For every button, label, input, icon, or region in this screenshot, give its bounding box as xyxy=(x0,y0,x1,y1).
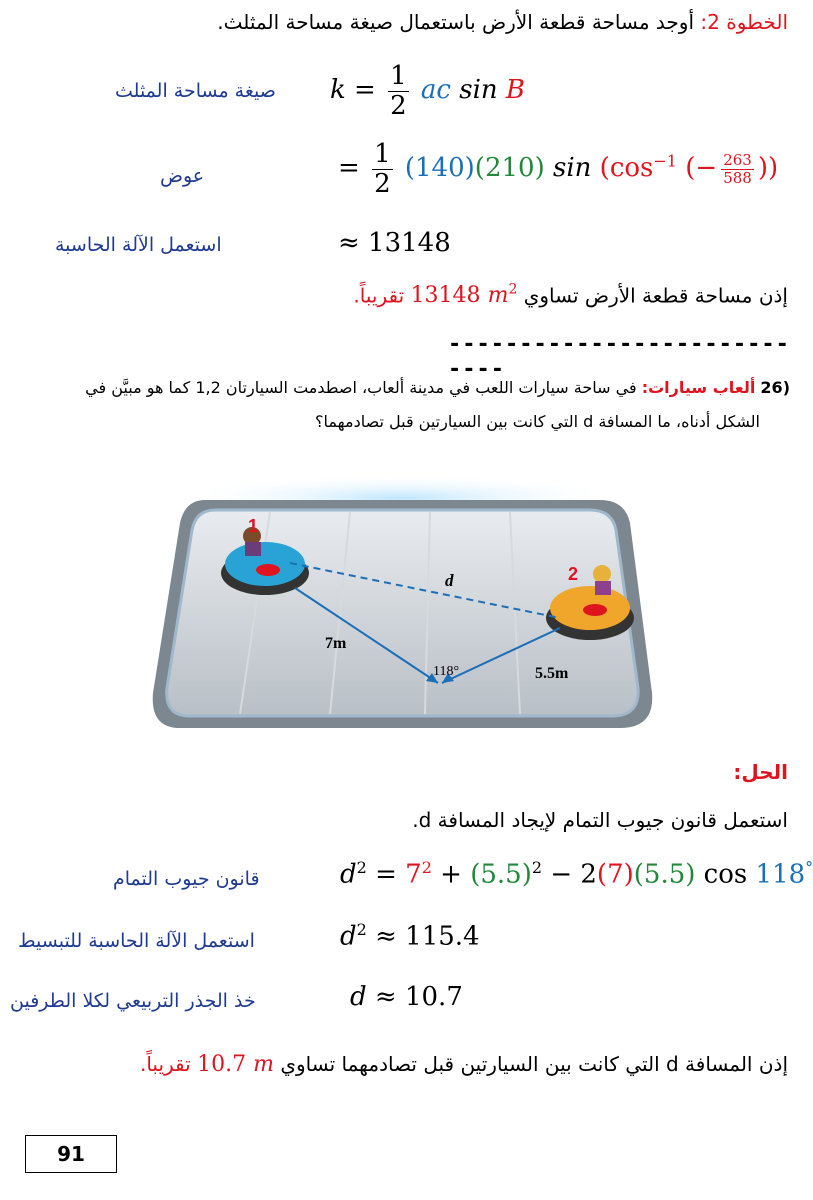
side-7m-label: 7m xyxy=(325,635,347,652)
area-formula-eq: k = $\frac{1}{2}$ ac sin B xyxy=(330,61,526,121)
page-number: 91 xyxy=(57,1142,85,1166)
page-number-box xyxy=(25,1135,117,1173)
solution-intro: استعمل قانون جيوب التمام لإيجاد المسافة d. xyxy=(412,808,788,832)
area-label-substitute: عوض xyxy=(160,165,205,187)
step2-label: الخطوة 2: xyxy=(700,10,788,34)
problem-26-line2: الشكل أدناه، ما المسافة d التي كانت بين السيارتين قبل تصادمهما؟ xyxy=(315,412,760,431)
section-divider: ---------------------------- xyxy=(448,332,790,382)
d-label: d xyxy=(445,571,454,590)
angle-label: 118° xyxy=(433,664,460,679)
sol-eq-calculator: $d^2 \approx 115.4$ xyxy=(340,920,480,952)
side-5-5m-label: 5.5m xyxy=(535,665,569,682)
sol-label-calculator: استعمل الآلة الحاسبة للتبسيط xyxy=(18,930,255,952)
solution-conclusion: إذن المسافة d التي كانت بين السيارتين قبل تصادمهما تساوي 10.7 m تقريباً. xyxy=(139,1052,788,1077)
area-label-calculator: استعمل الآلة الحاسبة xyxy=(55,234,222,256)
sol-eq-square-root: d ≈ 10.7 xyxy=(350,982,463,1012)
sol-label-law-of-cosines: قانون جيوب التمام xyxy=(113,868,260,890)
area-label-formula: صيغة مساحة المثلث xyxy=(115,80,276,102)
step2-text: أوجد مساحة قطعة الأرض باستعمال صيغة مساحة المثلث. xyxy=(217,10,695,34)
car-2-label: 2 xyxy=(568,564,579,584)
bumper-car-figure xyxy=(150,478,655,733)
area-substitute-eq: = $\frac{1}{2}$ (140)(210) $\sin (\cos^{-1}$ (− $\frac{263}{588}$ )) xyxy=(338,139,779,199)
area-conclusion: إذن مساحة قطعة الأرض تساوي 13148 $m^2$ تقريباً. xyxy=(353,282,788,309)
problem-26-line1: (26 ألعاب سيارات: في ساحة سيارات اللعب في مدينة ألعاب، اصطدمت السيارتان 1,2 كما هو مبيَّن في xyxy=(85,378,790,397)
solution-heading: الحل: xyxy=(733,760,788,784)
sol-eq-law-of-cosines: $d^2 = 7^2 + (5.5)^2 - 2(7)(5.5)$ cos 118° xyxy=(340,858,813,890)
car-1-label: 1 xyxy=(248,516,259,536)
area-approx: ≈ 13148 xyxy=(338,228,451,258)
step2-line xyxy=(8,10,788,34)
sol-label-square-root: خذ الجذر التربيعي لكلا الطرفين xyxy=(10,990,256,1012)
